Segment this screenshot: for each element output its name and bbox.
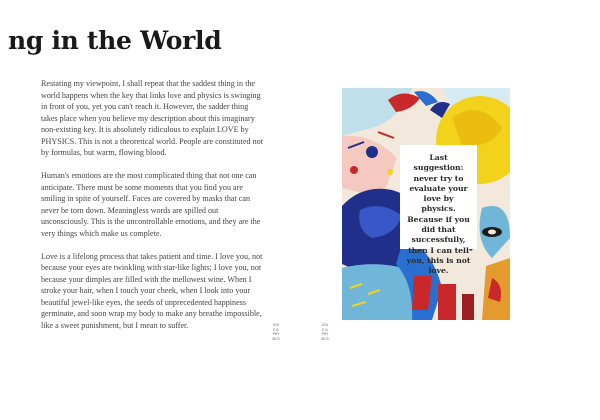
running-head-right: LOVE & PHYSICS xyxy=(321,323,329,341)
paragraph-2: Human's emotions are the most complicated thing that not one can anticipate. There must be some moments that you find you are smiling in spite of yourself. Faces are covered by masks that can never be torn down. Meaningless words are spilled out unconsciously. This is the uncontrollable emotions, and they are the very things which make us complete. xyxy=(41,171,261,238)
running-head-left: LOVE & PHYSICS xyxy=(272,323,280,341)
paragraph-1: Restating my viewpoint, I shall repeat that the saddest thing in the world happens when the key that links love and physics is swinging in front of you, yet you can't reach it. However, the sadder thing takes place when you believe my description about this imaginary non-existing key. It is absolutely ridiculous to explain LOVE by PHYSICS. This is not a theoretical world. People are constituted not by formulas, but warm, flowing blood. xyxy=(41,79,263,157)
callout-box: Last suggestion: never try to evaluate your love by physics. Because if you did that successfully, then I can tell you, this is not love. xyxy=(400,145,477,249)
paragraph-3: Love is a lifelong process that takes patient and time. I love you, not because your eyes are twinkling with star-like lights; I love you, not because your dimples are filled with the mellowest wine. When I stroke your hair, when I touch your cheek, when I look into your beautiful jewel-like eyes, the seeds of unprecedented happiness germinate, and soon wrap my body to make any breathe impossible, like a sweet punishment, but I mean to suffer. xyxy=(41,251,263,330)
article-body xyxy=(41,78,263,343)
page-title: ng in the World xyxy=(8,26,222,55)
